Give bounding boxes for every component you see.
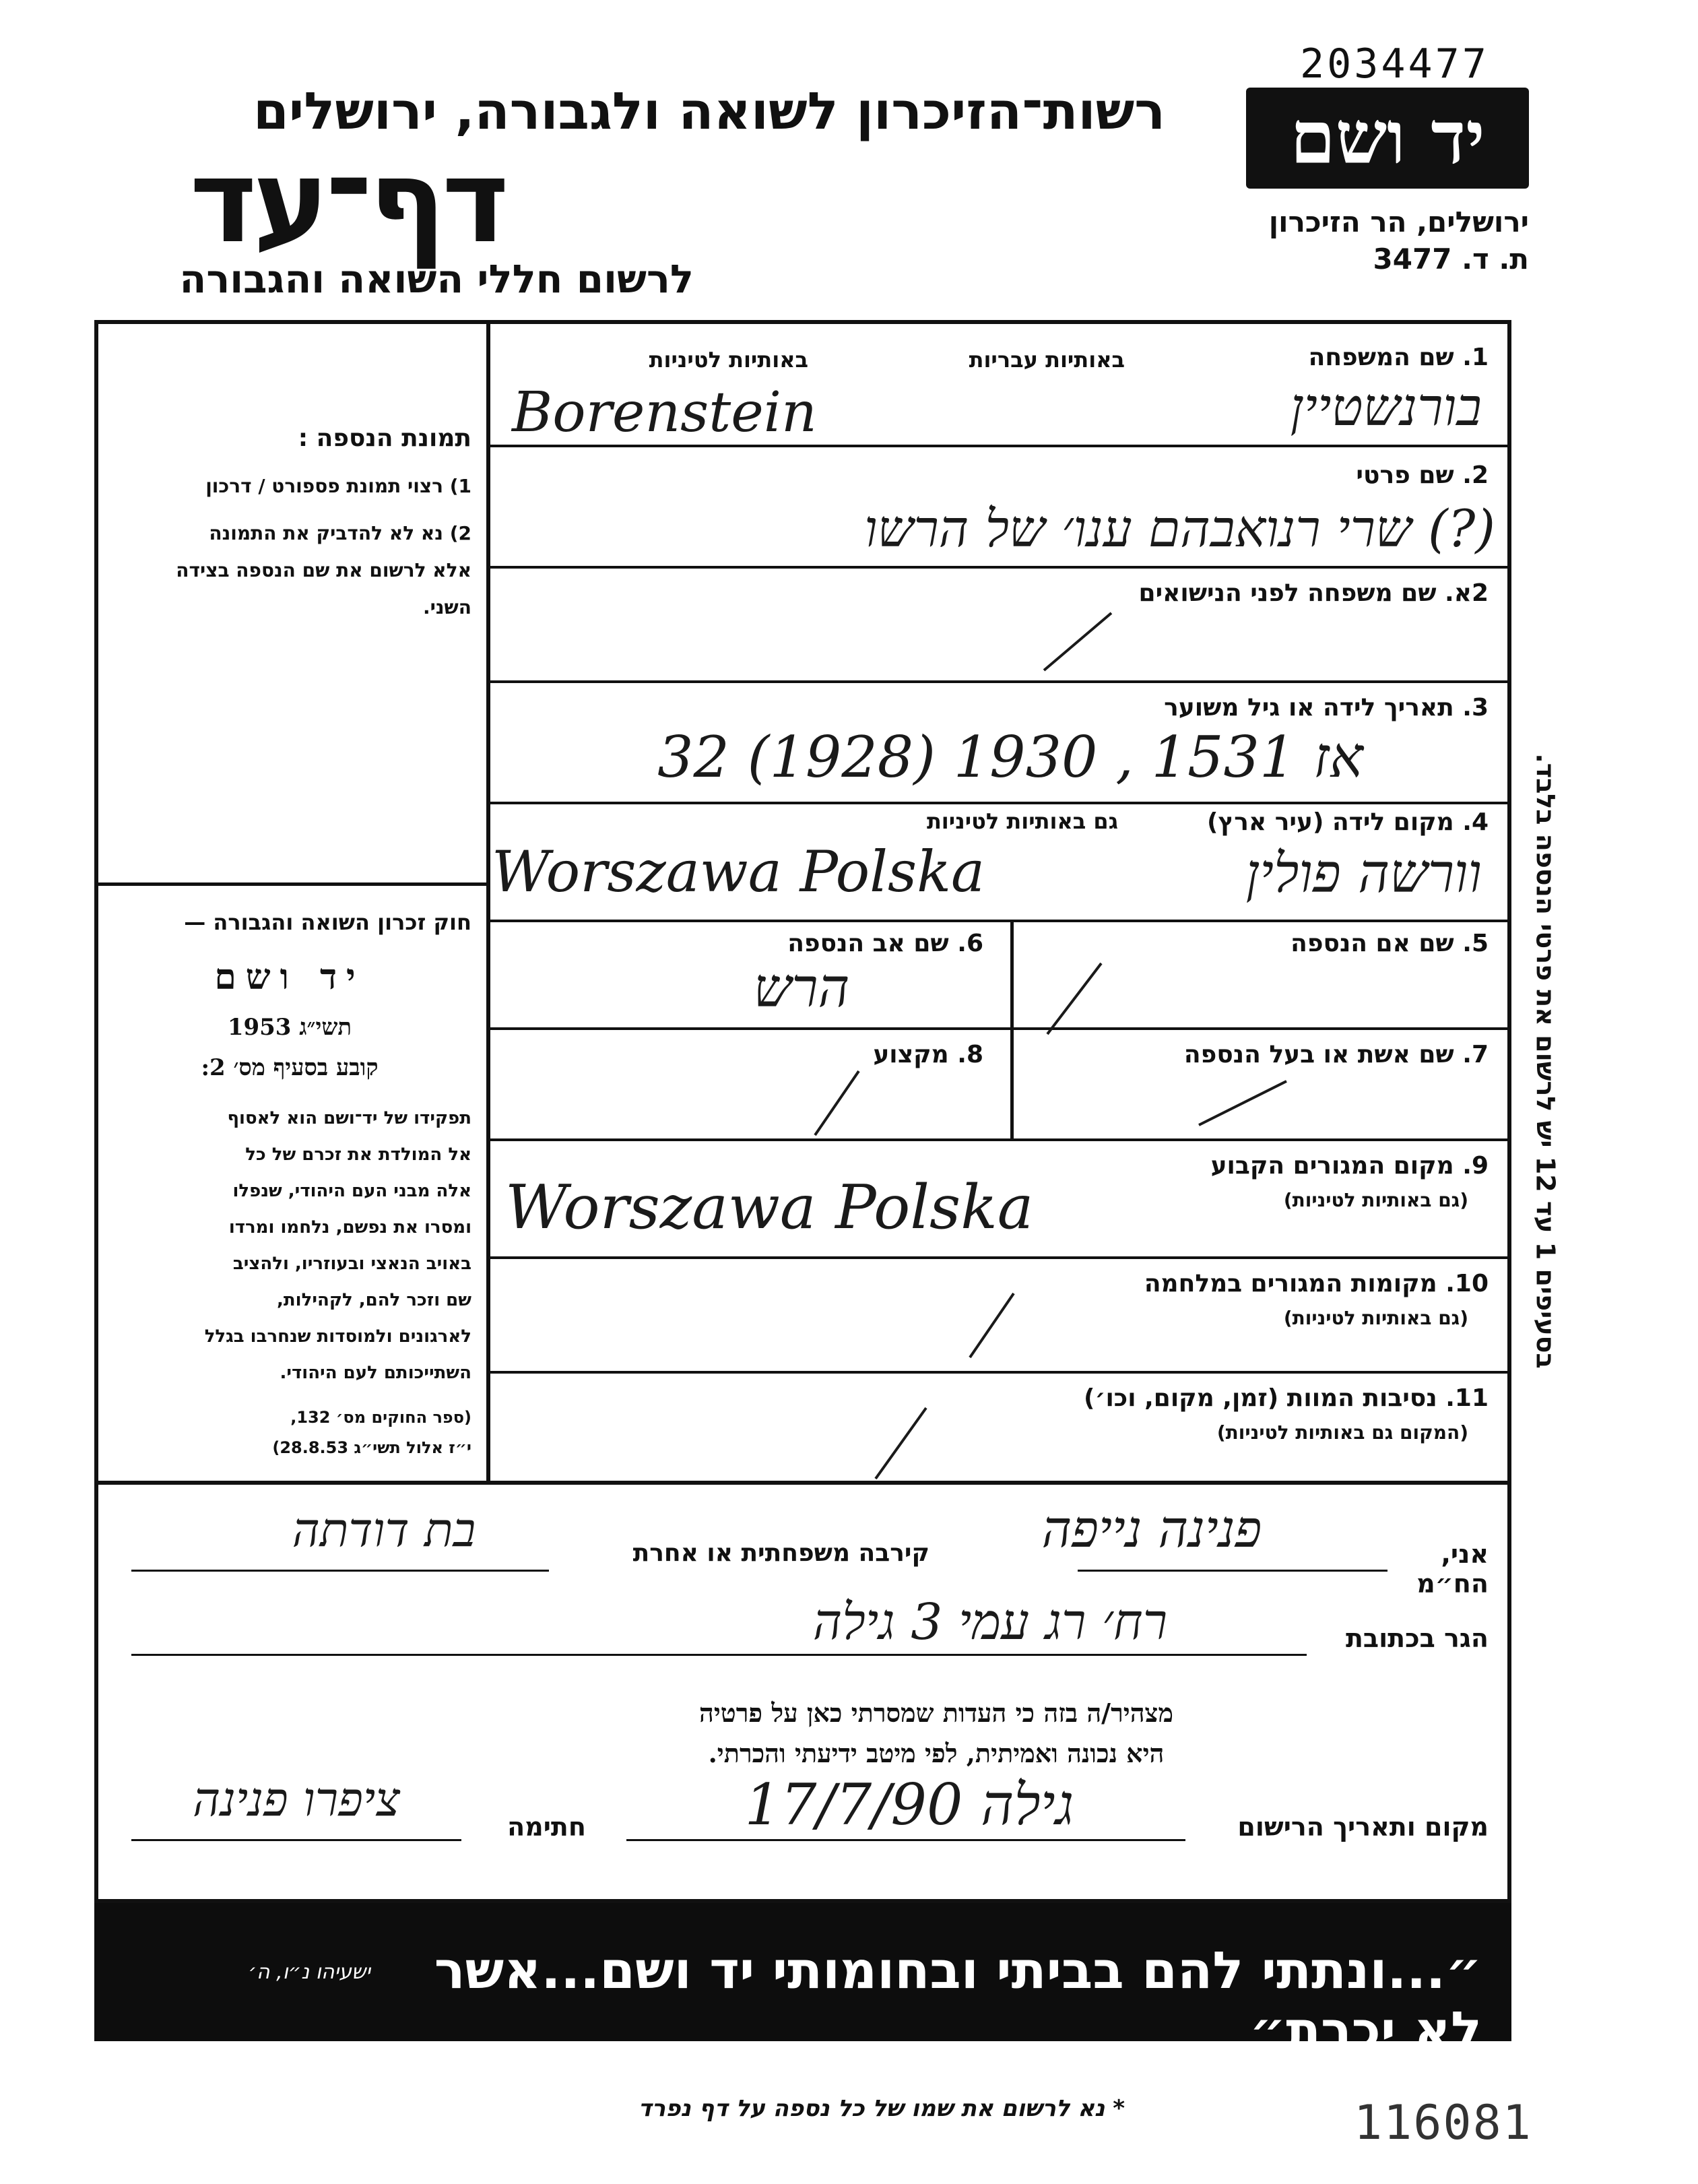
relation-label: קירבה משפחתית או אחרת [632,1539,929,1567]
declarant-label: אני, הח״מ [1416,1539,1489,1599]
law-text-line: תפקידו של יד־ושם הוא לאסוף [227,1108,471,1128]
fields-bottom-line [94,1481,1511,1485]
left-panel-divider [486,320,490,1484]
law-text-line: אלה מבני העם היהודי, שנפלו [232,1181,471,1201]
field-1-latin-value[interactable]: Borenstein [512,381,817,445]
law-text-line: שם וזכר להם, לקהילות, [277,1290,471,1310]
place-date-underline [626,1839,1185,1841]
relation-underline [131,1570,549,1572]
photo-instruction-1: 1) רצוי תמונת פספורט / דרכון [205,475,471,497]
address-underline [131,1654,1307,1656]
law-source-1: (ספר החוקים מס׳ 132, [290,1408,471,1427]
field-1-hebrew-value[interactable]: בורנשטיין [1290,377,1482,438]
field-8-label: 8. מקצוע [873,1041,983,1068]
field-4-latin-label: גם באותיות לטיניות [926,808,1118,834]
field-2a-label: 2א. שם משפחה לפני הנישואים [1138,579,1489,607]
field-2a-empty-stroke [1031,606,1125,674]
address-line-2: ת. ד. 3477 [1373,243,1529,276]
row-line [486,1371,1511,1374]
field-4-hebrew-value[interactable]: וורשה פולין [1245,842,1482,905]
signature-underline [131,1839,461,1841]
field-2-label: 2. שם פרטי [1356,461,1489,489]
field-7-label: 7. שם אשת או בעל הנספה [1183,1041,1489,1068]
signature-label: חתימה [507,1812,586,1842]
law-year: תשי״ג 1953 [227,1014,352,1041]
law-clause: קובע בסעיף מס׳ 2: [201,1054,379,1081]
photo-instruction-2: 2) נא לא להדביק את התמונה [209,522,471,544]
place-date-value[interactable]: גילה 17/7/90 [744,1772,1074,1838]
form-title: דף־עד [189,135,505,269]
field-6-value[interactable]: הרש [753,957,850,1019]
relation-value[interactable]: בת דודתה [292,1502,476,1557]
field-10-label: 10. מקומות המגורים במלחמה [1144,1270,1489,1297]
field-11-empty-stroke [869,1401,936,1482]
banner-quote: ״...ונתתי להם בביתי ובחומותי יד ושם...אשר לא יכרת״ [434,1940,1482,2060]
field-9-label: 9. מקום המגורים הקבוע [1210,1152,1489,1180]
photo-law-divider [94,882,488,886]
law-text-line: אל המולדת את זכרם של כל [245,1145,471,1165]
field-1-label: 1. שם המשפחה [1308,344,1489,371]
photo-title: תמונת הנספה : [298,424,471,452]
side-note [1526,714,1566,1408]
yad-vashem-logo [1246,88,1529,189]
field-3-value[interactable]: 32 אז 1531 , 1930 (1928) [657,724,1363,790]
address-label: הגר בכתובת [1345,1624,1489,1653]
row-line [486,920,1511,922]
statement-line-2: היא נכונה ואמיתית, לפי מיטב ידיעתי והכרתי. [708,1738,1165,1768]
form-subtitle: לרשום חללי השואה והגבורה [179,256,694,302]
field-4-label: 4. מקום לידה (עיר ארץ) [1207,808,1489,836]
signature-value[interactable]: ציפרו פנינה [193,1772,400,1827]
field-1-hebrew-label: באותיות עבריות [969,347,1125,373]
serial-number-top: 2034477 [1300,40,1489,88]
field-8-empty-stroke [808,1064,869,1138]
law-text-line: השתייכותם לעם היהודי. [280,1363,471,1383]
field-1-latin-label: באותיות לטיניות [649,347,808,373]
field-7-empty-stroke [1192,1074,1293,1128]
row-mid-split [1010,920,1014,1138]
field-11-sublabel: (המקום גם באותיות לטיניות) [1216,1421,1468,1444]
footer-note: * נא לרשום את שמו של כל נספה על דף נפרד [638,2095,1125,2122]
law-name: יד ושם [214,957,365,998]
row-line [486,445,1511,447]
row-line [486,680,1511,683]
field-5-empty-stroke [1037,957,1111,1037]
side-note-text: בסעיפים 1 עד 12 יש לרשום את פרטי הנספה בלבד. [1531,753,1561,1369]
law-text [108,1108,471,1399]
field-10-empty-stroke [963,1287,1024,1361]
place-date-label: מקום ותאריך הרישום [1237,1812,1489,1842]
field-2-value[interactable]: (?) שרי רנואבהם ענו׳ של הרשו [864,499,1495,558]
law-text-line: ומסרו את נפשם, נלחמו ומרדו [228,1217,471,1238]
field-9-sublabel: (גם באותיות לטיניות) [1283,1189,1468,1211]
law-heading: חוק זכרון השואה והגבורה — [184,909,471,935]
field-11-label: 11. נסיבות המוות (זמן, מקום, וכו׳) [1084,1384,1489,1412]
law-source-2: י״ז אלול תשי״ג 28.8.53) [272,1438,471,1457]
photo-instruction-2c: השני. [422,596,471,618]
authority-name: רשות־הזיכרון לשואה ולגבורה, ירושלים [253,81,1165,141]
field-4-latin-value[interactable]: Worszawa Polska [492,839,985,905]
row-line [486,566,1511,569]
logo-text: יד ושם [1290,95,1485,181]
photo-instruction-2b: אלא לרשום את שם הנספה בצידה [176,559,471,581]
law-text-line: באויב הנאצי ובעוזריו, ולהציב [232,1254,471,1274]
address-value[interactable]: רח׳ רג עמי 3 גילה [812,1593,1168,1651]
statement-line-1: מצהיר/ה בזה כי העדות שמסרתי כאן על פרטיה [698,1698,1173,1728]
declarant-underline [1078,1570,1387,1572]
address-line-1: ירושלים, הר הזיכרון [1268,205,1529,238]
field-5-label: 5. שם אם הנספה [1291,930,1489,957]
field-10-sublabel: (גם באותיות לטיניות) [1283,1307,1468,1329]
field-9-value[interactable]: Worszawa Polska [505,1172,1034,1243]
row-line [486,1256,1511,1259]
law-text-line: לארגונים ולמוסדות שנחרבו בגלל [204,1326,471,1347]
declarant-value[interactable]: פנינה נייפה [1041,1499,1262,1559]
serial-number-bottom: 116081 [1354,2095,1532,2150]
row-line [486,1138,1511,1141]
row-line [486,802,1511,804]
row-line [486,1027,1511,1030]
banner-source: ישעיהו נ״ו, ה׳ [248,1960,370,1984]
field-3-label: 3. תאריך לידה או גיל משוער [1164,694,1489,721]
field-6-label: 6. שם אב הנספה [787,930,983,957]
